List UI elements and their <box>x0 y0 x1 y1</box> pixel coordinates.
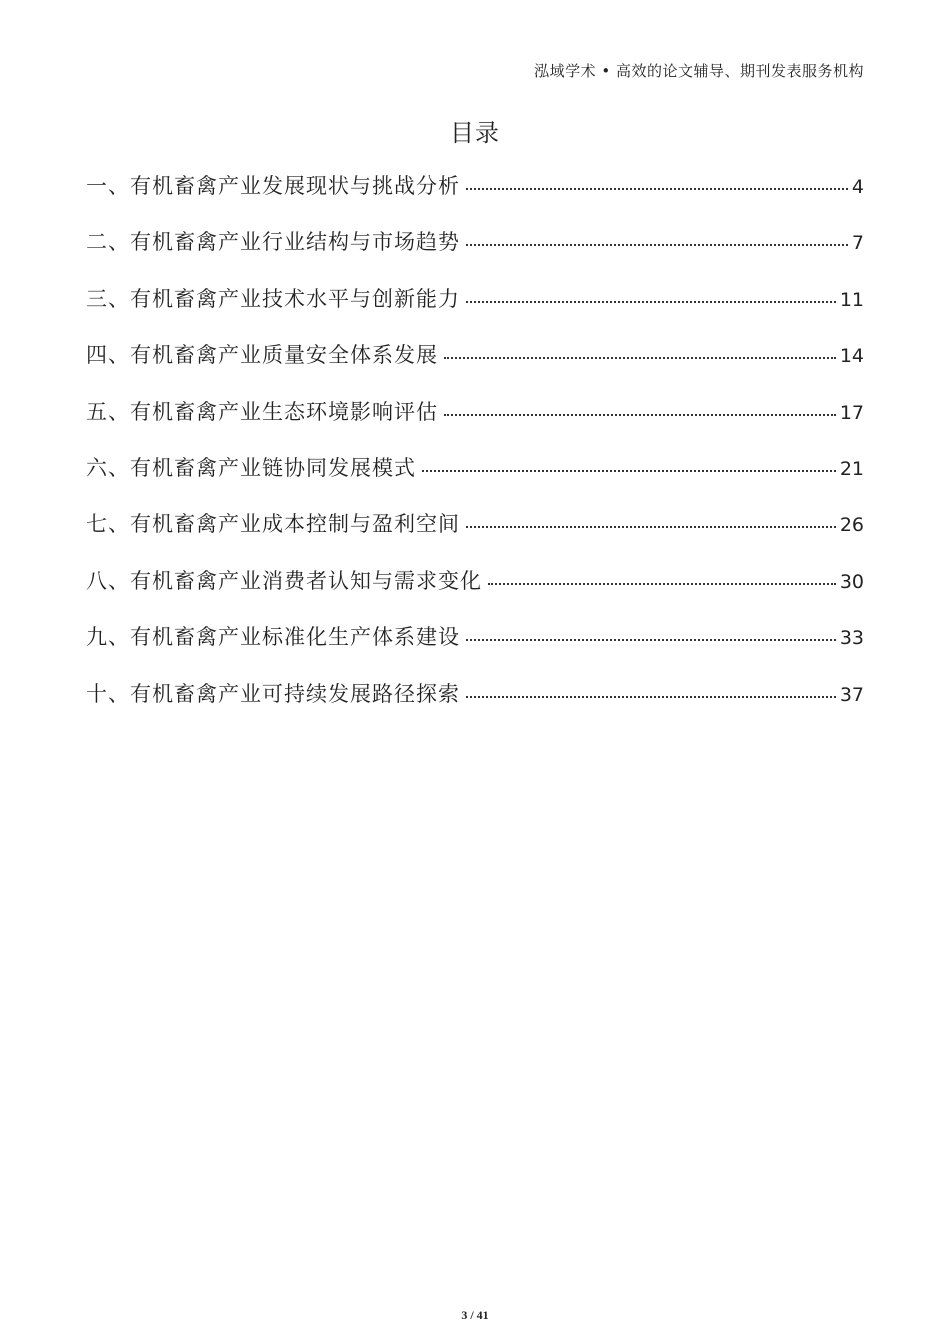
toc-entry-page: 7 <box>851 232 864 255</box>
toc-dot-leader <box>466 639 836 641</box>
toc-entry-2[interactable] <box>86 226 864 282</box>
table-of-contents <box>86 170 864 734</box>
toc-entry-page: 4 <box>851 176 864 198</box>
toc-entry-7[interactable] <box>86 508 864 564</box>
toc-entry-6[interactable] <box>86 452 864 508</box>
toc-entry-4[interactable] <box>86 339 864 395</box>
toc-entry-title: 有机畜禽产业成本控制与盈利空间 <box>130 512 460 537</box>
toc-entry-page: 11 <box>839 288 864 311</box>
toc-entry-number: 十、 <box>86 681 130 706</box>
toc-dot-leader <box>466 696 836 698</box>
toc-entry-10[interactable] <box>86 678 864 734</box>
toc-entry-number: 一、 <box>86 174 130 198</box>
toc-entry-title: 有机畜禽产业标准化生产体系建设 <box>130 625 460 650</box>
toc-entry-5[interactable] <box>86 396 864 452</box>
toc-entry-page: 37 <box>839 683 864 706</box>
toc-dot-leader <box>466 188 848 190</box>
page-header: 泓域学术 • 高效的论文辅导、期刊发表服务机构 <box>534 62 864 80</box>
toc-dot-leader <box>488 583 836 585</box>
toc-entry-1[interactable] <box>86 170 864 226</box>
toc-entry-title: 有机畜禽产业生态环境影响评估 <box>130 399 438 424</box>
toc-entry-title: 有机畜禽产业质量安全体系发展 <box>130 343 438 368</box>
toc-entry-3[interactable] <box>86 283 864 339</box>
toc-entry-number: 二、 <box>86 230 130 255</box>
toc-entry-number: 四、 <box>86 343 130 368</box>
toc-dot-leader <box>444 357 836 359</box>
toc-entry-number: 六、 <box>86 455 130 480</box>
toc-entry-page: 14 <box>839 345 864 368</box>
toc-entry-title: 有机畜禽产业链协同发展模式 <box>130 455 416 480</box>
toc-entry-number: 九、 <box>86 625 130 650</box>
page-title: 目录 <box>450 119 500 147</box>
toc-entry-number: 五、 <box>86 399 130 424</box>
toc-entry-title: 有机畜禽产业可持续发展路径探索 <box>130 681 460 706</box>
toc-entry-number: 七、 <box>86 512 130 537</box>
toc-entry-page: 33 <box>839 627 864 650</box>
toc-dot-leader <box>466 526 836 528</box>
toc-entry-title: 有机畜禽产业技术水平与创新能力 <box>130 286 460 311</box>
page-number-footer: 3 / 41 <box>461 1308 489 1322</box>
toc-entry-page: 26 <box>839 514 864 537</box>
header-divider <box>86 88 864 89</box>
toc-entry-9[interactable] <box>86 621 864 677</box>
toc-entry-page: 17 <box>839 401 864 424</box>
toc-entry-page: 21 <box>839 457 864 480</box>
toc-entry-title: 有机畜禽产业行业结构与市场趋势 <box>130 230 460 255</box>
toc-dot-leader <box>444 414 836 416</box>
toc-entry-title: 有机畜禽产业消费者认知与需求变化 <box>130 568 482 593</box>
toc-entry-page: 30 <box>839 570 864 593</box>
toc-dot-leader <box>466 244 848 246</box>
toc-entry-number: 三、 <box>86 286 130 311</box>
toc-entry-number: 八、 <box>86 568 130 593</box>
toc-entry-8[interactable] <box>86 565 864 621</box>
toc-entry-title: 有机畜禽产业发展现状与挑战分析 <box>130 174 460 198</box>
toc-dot-leader <box>422 470 836 472</box>
toc-dot-leader <box>466 301 836 303</box>
